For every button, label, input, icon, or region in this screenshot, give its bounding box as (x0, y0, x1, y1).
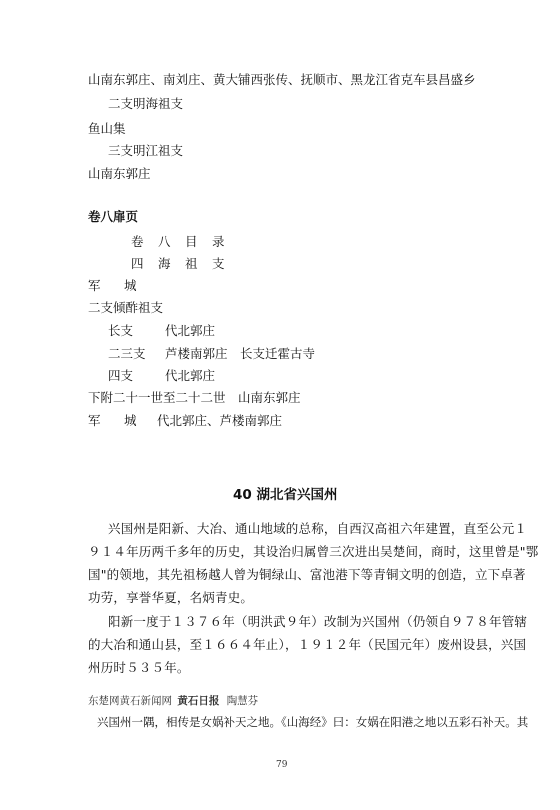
text-line: 二支倾酢祖支 (88, 300, 164, 315)
text-line: 城 (124, 278, 137, 293)
paragraph-line: 的大冶和通山县，至１６６４年止），１９１２年（民国元年）废州设县，兴国 (88, 637, 527, 652)
branch-location: 芦楼南郭庄 长支迁霍古寺 (165, 346, 316, 361)
branch-label: 二三支 (108, 346, 146, 361)
paragraph-line: 国"的领地，其先祖杨越人曾为铜绿山、富池港下等青铜文明的创造，立下卓著 (88, 567, 526, 582)
paragraph-line: 兴国州一隅，相传是女娲补天之地。《山海经》曰：女娲在阳港之地以五彩石补天。其 (97, 715, 529, 729)
text-line: 山南东郭庄、南刘庄、黄大铺西张传、抚顺市、黑龙江省克车县昌盛乡 (88, 72, 476, 87)
toc-title: 卷 八 目 录 (131, 234, 226, 249)
text-line: 军 (88, 278, 101, 293)
text-line: 二支明海祖支 (108, 96, 184, 111)
text-line: 城 (124, 413, 137, 428)
chapter-heading: 卷八扉页 (88, 209, 139, 224)
source-site: 东楚网黄石新闻网 (88, 695, 172, 707)
branch-location: 代北郭庄 (165, 323, 216, 338)
section-title: 40 湖北省兴国州 (233, 487, 338, 503)
source-author: 陶慧芬 (226, 695, 259, 707)
paragraph-line: 阳新一度于１３７６年（明洪武９年）改制为兴国州（仍领自９７８年管辖 (108, 614, 528, 629)
text-line: 下附二十一世至二十二世 山南东郭庄 (88, 390, 301, 405)
branch-title: 四 海 祖 支 (131, 256, 226, 271)
paragraph-line: ９１４年历两千多年的历史，其设治归属曾三次进出吴楚间，商时，这里曾是"鄂 (88, 544, 539, 559)
paragraph-line: 兴国州是阳新、大冶、通山地域的总称，自西汉高祖六年建置，直至公元１ (108, 521, 528, 536)
text-line: 代北郭庄、芦楼南郭庄 (157, 413, 283, 428)
paragraph-line: 州历时５３５年。 (88, 660, 190, 675)
text-line: 山南东郭庄 (88, 166, 151, 181)
text-line: 鱼山集 (88, 121, 126, 136)
branch-label: 长支 (108, 323, 134, 338)
branch-location: 代北郭庄 (165, 368, 216, 383)
source-line (88, 693, 258, 709)
text-line: 军 (88, 413, 101, 428)
page-number: 79 (276, 760, 288, 770)
source-paper: 黄石日报 (177, 695, 220, 707)
branch-label: 四支 (108, 368, 134, 383)
text-line: 三支明江祖支 (108, 143, 184, 158)
paragraph-line: 功劳，享誉华夏，名炳青史。 (88, 590, 254, 605)
